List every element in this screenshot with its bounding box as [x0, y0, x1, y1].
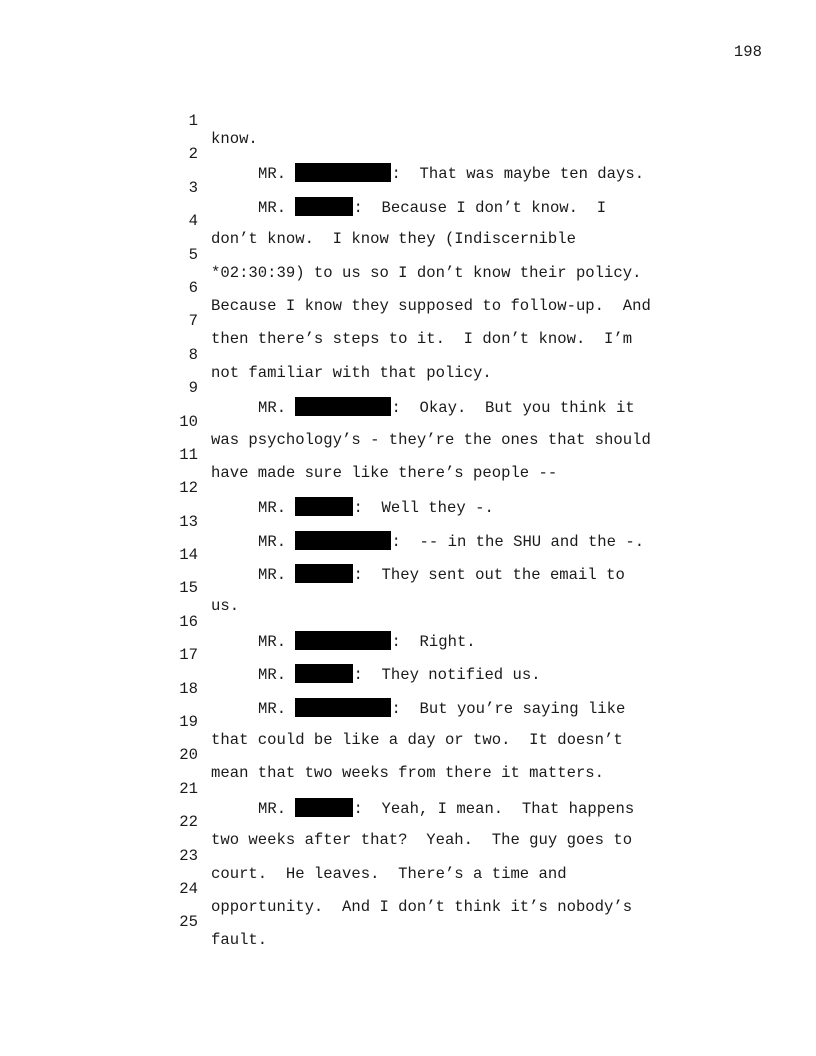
transcript-line — [0, 161, 816, 217]
line-text: not familiar with that policy. — [211, 363, 492, 382]
line-number: 23 — [179, 846, 198, 865]
transcript-line — [0, 361, 816, 418]
line-number: 16 — [179, 612, 198, 631]
line-number: 4 — [188, 212, 198, 231]
line-number: 1 — [188, 112, 198, 130]
line-text: then there’s steps to it. I don’t know. I’m — [211, 330, 633, 349]
speaker-text: : Because I don’t know. I — [353, 198, 607, 217]
transcript-line — [0, 94, 816, 148]
transcript-line — [0, 595, 816, 651]
transcript-line — [0, 895, 816, 950]
transcript-line — [0, 261, 816, 315]
transcript-line — [0, 328, 816, 382]
line-number: 15 — [179, 579, 198, 598]
line-number: 2 — [188, 145, 198, 164]
transcript-line — [0, 695, 816, 750]
line-text: have made sure like there’s people -- — [211, 463, 558, 482]
speaker-text: : Yeah, I mean. That happens — [353, 799, 635, 818]
line-number: 20 — [179, 746, 198, 765]
transcript-line — [0, 795, 816, 850]
speaker-text: : They sent out the email to — [353, 566, 625, 585]
line-text: opportunity. And I don’t think it’s nobody’s — [211, 897, 633, 916]
transcript-line — [0, 194, 816, 249]
line-number: 24 — [179, 879, 198, 898]
speaker-text: : Right. — [391, 632, 476, 651]
line-text: *02:30:39) to us so I don’t know their policy. — [211, 263, 642, 282]
line-text: don’t know. I know they (Indiscernible — [211, 230, 576, 249]
speaker-text: : They notified us. — [353, 666, 541, 685]
line-number: 14 — [179, 546, 198, 565]
line-text: court. He leaves. There’s a time and — [211, 864, 567, 883]
line-number: 18 — [179, 679, 198, 698]
transcript-line — [0, 728, 816, 783]
line-text: us. — [211, 597, 240, 616]
line-text: Because I know they supposed to follow-up. And — [211, 296, 651, 315]
line-text: know. — [211, 130, 258, 148]
speaker-title: MR. — [258, 399, 287, 418]
transcript-line — [0, 127, 816, 184]
speaker-title: MR. — [258, 198, 287, 217]
transcript-line — [0, 428, 816, 482]
line-number: 5 — [188, 245, 198, 264]
transcript-line — [0, 561, 816, 616]
speaker-title: MR. — [258, 566, 287, 585]
transcript-line — [0, 662, 816, 718]
line-number: 9 — [188, 379, 198, 398]
speaker-title: MR. — [258, 799, 287, 818]
line-number: 3 — [188, 178, 198, 197]
line-number: 19 — [179, 713, 198, 732]
transcript-line — [0, 528, 816, 585]
speaker-title: MR. — [258, 532, 287, 551]
line-text: two weeks after that? Yeah. The guy goes to — [211, 831, 633, 850]
line-number: 10 — [179, 412, 198, 431]
speaker-title: MR. — [258, 632, 287, 651]
transcript-line — [0, 294, 816, 349]
speaker-text: : -- in the SHU and the -. — [391, 532, 645, 551]
transcript-line — [0, 228, 816, 282]
line-number: 12 — [179, 479, 198, 498]
speaker-title: MR. — [258, 699, 287, 718]
speaker-title: MR. — [258, 499, 287, 518]
page-number: 198 — [733, 43, 762, 61]
line-text: that could be like a day or two. It doesn’t — [211, 731, 623, 750]
line-number: 6 — [188, 278, 198, 297]
transcript-line — [0, 461, 816, 518]
line-number: 8 — [188, 345, 198, 364]
line-number: 22 — [179, 813, 198, 832]
speaker-text: : That was maybe ten days. — [391, 165, 645, 184]
line-number: 11 — [179, 445, 198, 464]
speaker-text: : Okay. But you think it — [391, 399, 635, 418]
speaker-text: : Well they -. — [353, 499, 494, 518]
transcript-line — [0, 862, 816, 916]
transcript-line — [0, 495, 816, 551]
line-number: 17 — [179, 646, 198, 665]
line-text: fault. — [211, 931, 268, 950]
transcript-line — [0, 395, 816, 449]
transcript-line — [0, 628, 816, 685]
line-number: 13 — [179, 512, 198, 531]
transcript-line — [0, 762, 816, 818]
transcript-body — [0, 94, 816, 950]
line-text: mean that two weeks from there it matters. — [211, 764, 605, 783]
line-number: 21 — [179, 779, 198, 798]
speaker-title: MR. — [258, 666, 287, 685]
line-number: 7 — [188, 312, 198, 331]
line-text: was psychology’s - they’re the ones that should — [211, 430, 651, 449]
line-number: 25 — [179, 913, 198, 932]
transcript-line — [0, 829, 816, 883]
speaker-title: MR. — [258, 165, 287, 184]
speaker-text: : But you’re saying like — [391, 699, 626, 718]
